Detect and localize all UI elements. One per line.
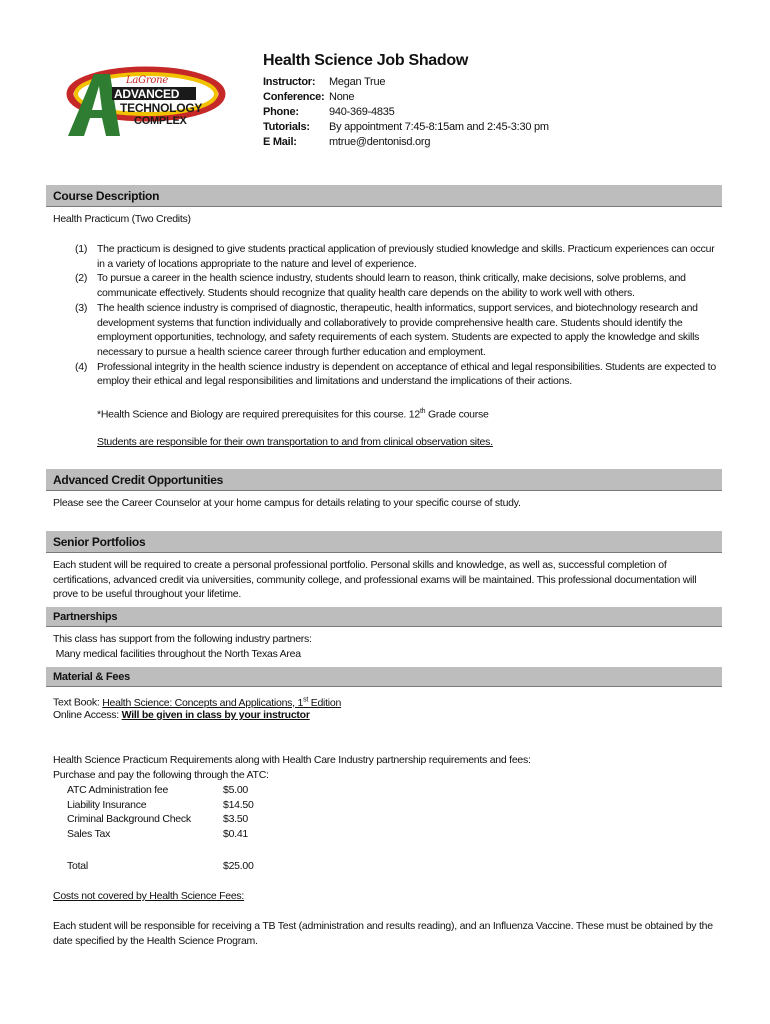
logo-script: LaGrone (126, 75, 168, 86)
info-conference: Conference: None (263, 91, 355, 103)
partnerships-line1: This class has support from the following industry partners: (53, 633, 312, 645)
section-advanced-credit: Advanced Credit Opportunities (46, 469, 722, 491)
costs-not-covered-heading: Costs not covered by Health Science Fees: (53, 890, 245, 902)
section-partnerships: Partnerships (46, 607, 722, 627)
info-phone: Phone: 940-369-4835 (263, 106, 395, 118)
fee-list (67, 783, 254, 874)
portfolio-text: Each student will be required to create a personal professional portfolio. Personal skills and knowledge, as well as, successful completion of certifications, advanced credit via universities, community college, and professional exams will be maintained. This professional documentation will prove to be useful throughout your lifetime. (53, 559, 697, 601)
list-item: (4) Professional integrity in the health science industry is dependent on acceptance of ethical and legal responsibilities. Students are expected to employ their ethical and legal responsibilities and limitations and understand the implications of their actions. (75, 360, 716, 388)
online-access-line: Online Access: Will be given in class by your instructor (53, 709, 310, 721)
partnerships-line2: Many medical facilities throughout the North Texas Area (53, 648, 301, 660)
info-instructor: Instructor: Megan True (263, 76, 386, 88)
fee-row: Criminal Background Check $3.50 (67, 813, 249, 826)
prerequisite-note: *Health Science and Biology are required prerequisites for this course. 12th Grade course (97, 408, 489, 421)
fee-row: ATC Administration fee $5.00 (67, 784, 249, 796)
fee-row: Sales Tax $0.41 (67, 828, 249, 841)
atc-logo (64, 64, 236, 142)
requirements-line2: Purchase and pay the following through the ATC: (53, 769, 269, 781)
final-note: Each student will be responsible for receiving a TB Test (administration and results reading), and an Influenza Vaccine. These must be obtained by the date specified by the Health Science Program. (53, 920, 713, 947)
fee-total-row: Total $25.00 (67, 859, 254, 872)
list-item: (2) To pursue a career in the health science industry, students should learn to reason, think critically, make decisions, solve problems, and communicate effectively. Students should recognize that quality health care depends on the ability to work well with others. (75, 272, 686, 300)
info-email: E Mail: mtrue@dentonisd.org (263, 136, 431, 148)
course-subtitle: Health Practicum (Two Credits) (53, 213, 191, 225)
transport-note: Students are responsible for their own transportation to and from clinical observation sites. (97, 436, 493, 448)
page-title: Health Science Job Shadow (263, 52, 469, 69)
course-header (263, 52, 549, 150)
list-item: (3) The health science industry is comprised of diagnostic, therapeutic, health informatics, support services, and biotechnology research and development systems that function individually and collaboratively to provide comprehensive health care. Students should identify the employment opportunities, technology, and safety requirements of each system. Students are expected to apply the knowledge and skills necessary to pursue a health science career through further education and employment. (75, 301, 700, 358)
logo-line3: COMPLEX (134, 115, 187, 127)
section-senior-portfolios: Senior Portfolios (46, 531, 722, 553)
section-course-description: Course Description (46, 185, 722, 207)
list-item: (1) The practicum is designed to give students practical application of previously studied knowledge and skills. Practicum experiences can occur in a variety of locations appropriate to the nature and level of experience. (75, 243, 715, 270)
info-tutorials: Tutorials: By appointment 7:45-8:15am and 2:45-3:30 pm (263, 121, 549, 133)
requirements-line1: Health Science Practicum Requirements along with Health Care Industry partnership requirements and fees: (53, 754, 531, 766)
course-requirements (53, 242, 718, 389)
logo-line2: TECHNOLOGY (120, 101, 203, 115)
textbook-line: Text Book: Health Science: Concepts and Applications, 1st Edition (53, 696, 342, 709)
advanced-credit-text: Please see the Career Counselor at your home campus for details relating to your specific course of study. (53, 497, 521, 509)
logo-line1: ADVANCED (114, 87, 180, 101)
fee-row: Liability Insurance $14.50 (67, 798, 254, 811)
section-material-fees: Material & Fees (46, 667, 722, 687)
